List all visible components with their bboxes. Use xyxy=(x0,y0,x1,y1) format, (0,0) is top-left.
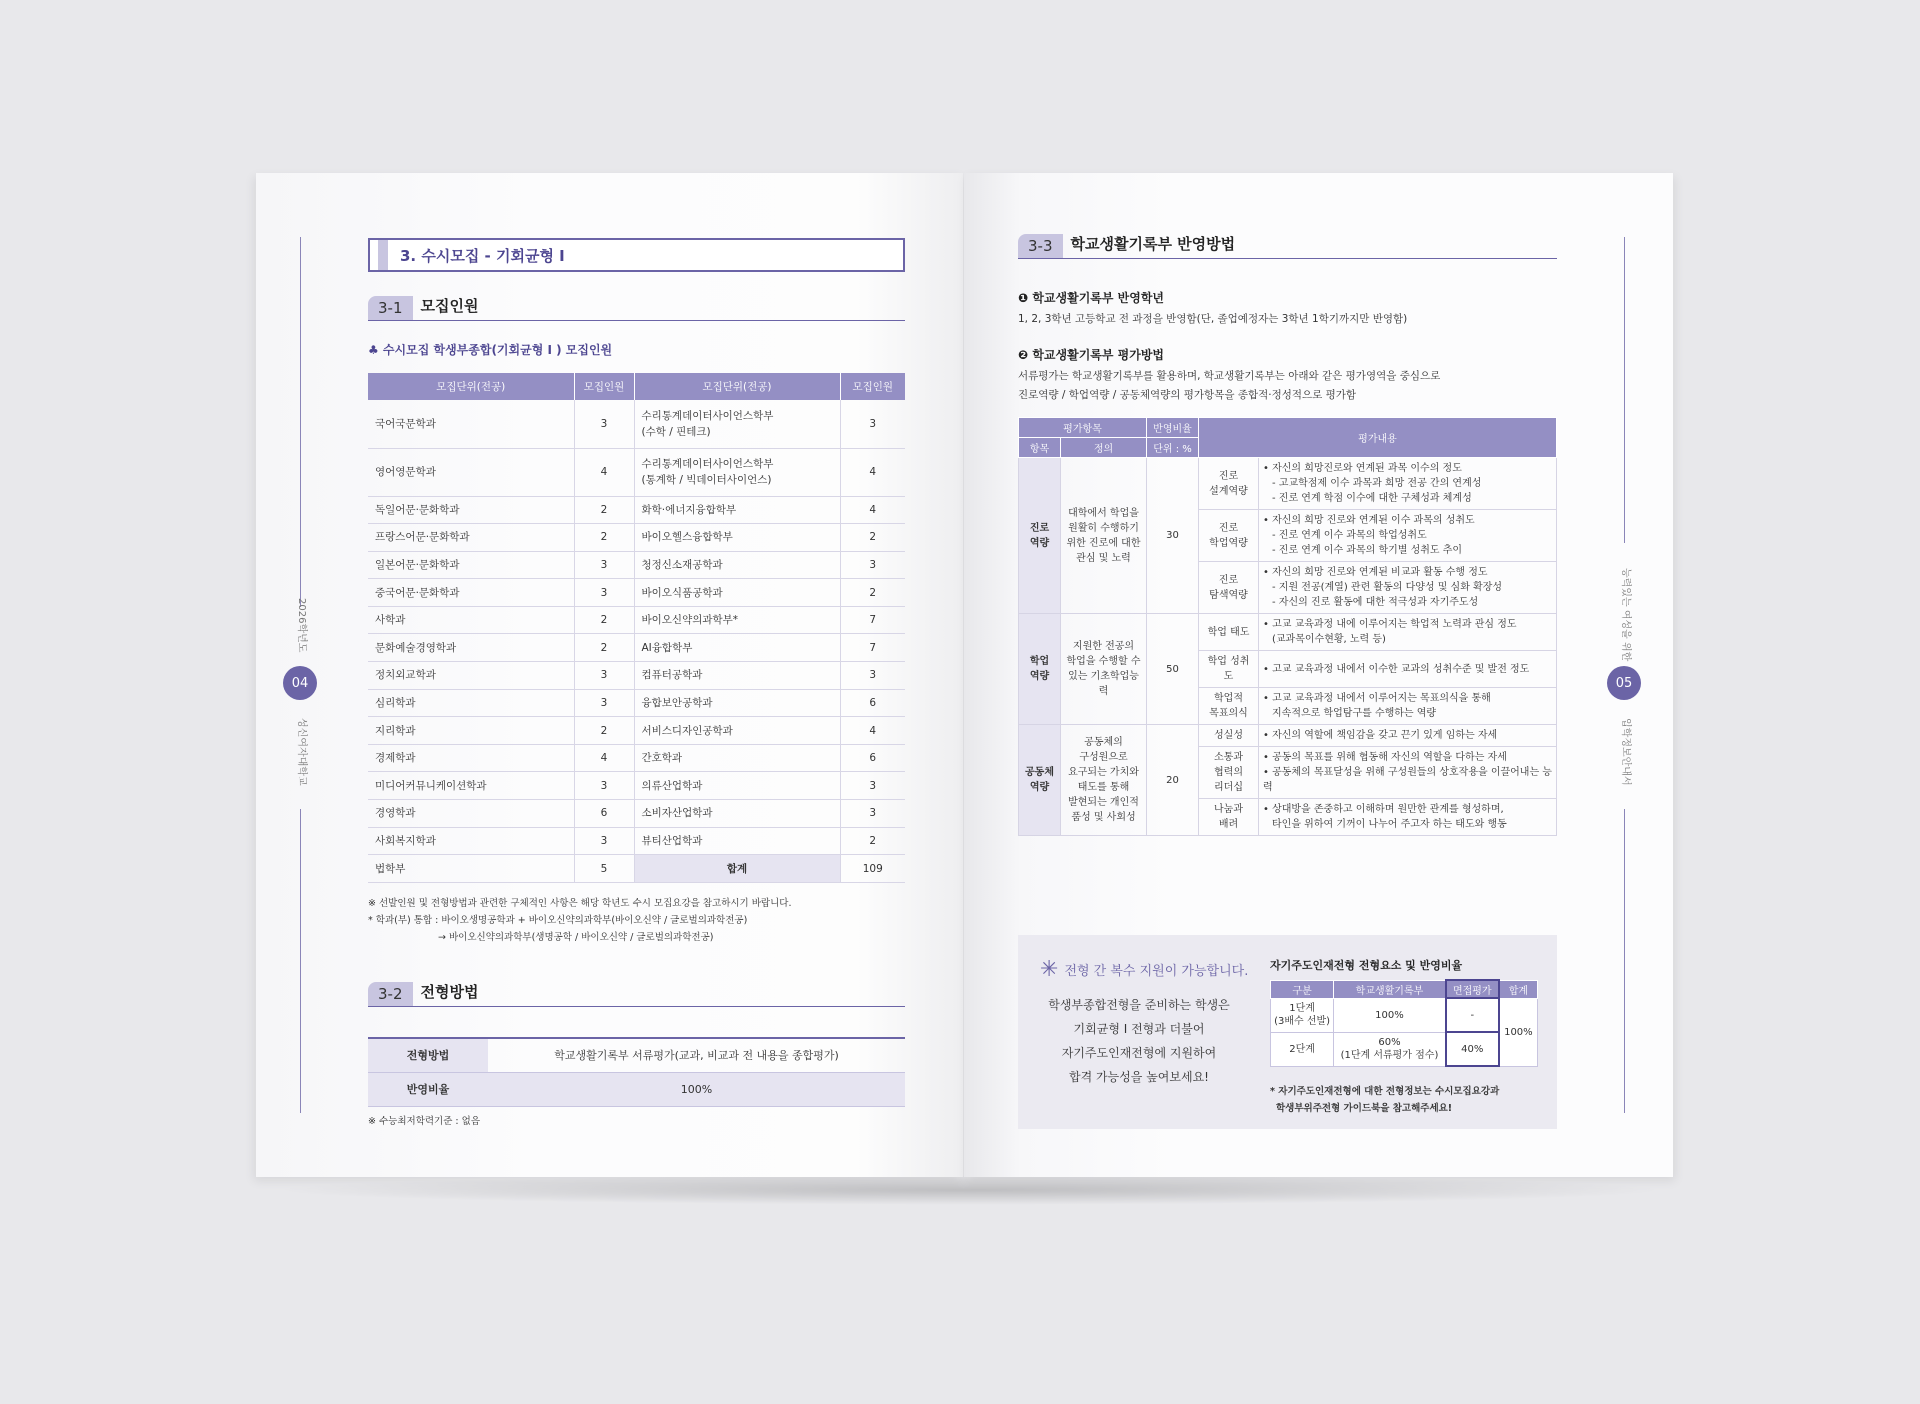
unit-name: 문화예술경영학과 xyxy=(368,634,574,662)
unit-name: 경영학과 xyxy=(368,800,574,828)
eval-content-line: 타인을 위하여 기꺼이 나누어 주고자 하는 태도와 행동 xyxy=(1272,819,1507,830)
eval-content-line: - 지원 전공(계열) 관련 활동의 다양성 및 심화 확장성 xyxy=(1272,582,1503,593)
unit-name: 컴퓨터공학과 xyxy=(634,662,840,690)
quota-count: 4 xyxy=(574,744,634,772)
total-value: 100% xyxy=(1499,998,1538,1066)
eval-content-line: - 자신의 진로 활동에 대한 적극성과 자기주도성 xyxy=(1272,597,1479,608)
unit-name: 미디어커뮤니케이션학과 xyxy=(368,772,574,800)
section-label: 모집인원 xyxy=(420,297,479,315)
ratio-value: 100% xyxy=(488,1072,905,1106)
table-row xyxy=(368,551,905,579)
eval-content xyxy=(1259,651,1557,688)
unit-name: 소비자산업학과 xyxy=(634,800,840,828)
chapter-title xyxy=(368,238,905,272)
stage2-interview: 40% xyxy=(1446,1032,1499,1066)
eval-content-line: (교과목이수현황, 노력 등) xyxy=(1272,634,1386,645)
promo-line: 기회균형 I 전형과 더불어 xyxy=(1073,1022,1205,1036)
eval-content-line: - 고교학점제 이수 과목과 희망 전공 간의 연계성 xyxy=(1272,478,1482,489)
unit-name: 독일어문·문화학과 xyxy=(368,496,574,524)
left-page xyxy=(256,173,963,1177)
eval-subitem: 성실성 xyxy=(1199,725,1259,747)
eval-category: 학업 역량 xyxy=(1019,614,1061,725)
section-badge: 3-1 xyxy=(368,296,413,320)
quota-count: 3 xyxy=(840,772,905,800)
table-row xyxy=(368,448,905,496)
unit-name: 경제학과 xyxy=(368,744,574,772)
ratio-label: 반영비율 xyxy=(368,1072,488,1106)
evaluation-table xyxy=(1018,417,1557,836)
total-value: 109 xyxy=(840,855,905,883)
col-header: 모집인원 xyxy=(840,373,905,400)
eval-ratio: 50 xyxy=(1147,614,1199,725)
table-row xyxy=(368,744,905,772)
quota-count: 4 xyxy=(840,717,905,745)
h-eval-item: 평가항목 xyxy=(1019,418,1147,438)
unit-name: 간호학과 xyxy=(634,744,840,772)
quota-count: 2 xyxy=(574,496,634,524)
eval-content-line: • 자신의 희망 진로와 연계된 이수 과목의 성취도 xyxy=(1263,515,1475,526)
quota-count: 3 xyxy=(574,400,634,448)
selection-ratio-table xyxy=(1270,979,1538,1067)
side-top-text: 능력있는 여성을 위한 xyxy=(1620,568,1631,662)
unit-name: 중국어문·문화학과 xyxy=(368,579,574,607)
mini-header: 합계 xyxy=(1499,980,1538,998)
mini-note-line: 학생부위주전형 가이드북을 참고해주세요! xyxy=(1276,1103,1453,1114)
eval-ratio: 30 xyxy=(1147,458,1199,614)
table-row xyxy=(368,579,905,607)
eval-subitem: 소통과 협력의 리더십 xyxy=(1199,747,1259,799)
table-row xyxy=(368,400,905,448)
unit-name: 청정신소재공학과 xyxy=(634,551,840,579)
unit-name: 프랑스어문·문화학과 xyxy=(368,524,574,552)
section-badge: 3-2 xyxy=(368,982,413,1006)
table-row xyxy=(368,717,905,745)
table-row xyxy=(368,800,905,828)
table-row xyxy=(368,634,905,662)
h-unit: 단위 : % xyxy=(1147,438,1199,458)
item2-title: ❷ 학교생활기록부 평가방법 xyxy=(1018,348,1165,362)
eval-content-line: • 공동의 목표를 위해 협동해 자신의 역할을 다하는 자세 xyxy=(1263,752,1507,763)
unit-name: 서비스디자인공학과 xyxy=(634,717,840,745)
book-shadow xyxy=(270,1175,1670,1205)
eval-subitem: 진로 학업역량 xyxy=(1199,510,1259,562)
quota-count: 2 xyxy=(840,579,905,607)
table-row xyxy=(368,662,905,690)
item2-text-1: 서류평가는 학교생활기록부를 활용하며, 학교생활기록부는 아래와 같은 평가영역을 중심으로 xyxy=(1018,370,1441,382)
quota-count: 3 xyxy=(840,551,905,579)
eval-definition: 지원한 전공의 학업을 수행할 수 있는 기초학업능력 xyxy=(1061,614,1147,725)
quota-count: 3 xyxy=(574,772,634,800)
note-3: → 바이오신약의과학부(생명공학 / 바이오신약 / 글로벌의과학전공) xyxy=(438,932,714,943)
promo-lines xyxy=(1040,993,1238,1089)
item2-text-2: 진로역량 / 학업역량 / 공동체역량의 평가항목을 종합적·정성적으로 평가함 xyxy=(1018,389,1357,401)
quota-count: 3 xyxy=(840,800,905,828)
section-label: 학교생활기록부 반영방법 xyxy=(1070,235,1236,253)
mini-note-line: * 자기주도인재전형에 대한 전형정보는 수시모집요강과 xyxy=(1270,1086,1500,1097)
unit-name: 바이오식품공학과 xyxy=(634,579,840,607)
eval-content-line: • 고교 교육과정 내에 이루어지는 학업적 노력과 관심 정도 xyxy=(1263,619,1517,630)
unit-name: 의류산업학과 xyxy=(634,772,840,800)
unit-name: 법학부 xyxy=(368,855,574,883)
eval-content-line: • 자신의 역할에 책임감을 갖고 끈기 있게 임하는 자세 xyxy=(1263,730,1498,741)
col-header: 모집단위(전공) xyxy=(634,373,840,400)
promo-line: 학생부종합전형을 준비하는 학생은 xyxy=(1048,998,1230,1012)
eval-content-line: • 상대방을 존중하고 이해하며 원만한 관계를 형성하며, xyxy=(1263,804,1504,815)
promo-title: 전형 간 복수 지원이 가능합니다. xyxy=(1064,964,1249,979)
note-1: ※ 선발인원 및 전형방법과 관련한 구체적인 사항은 해당 학년도 수시 모집요강을 참고하시기 바랍니다. xyxy=(368,898,792,909)
unit-name: 영어영문학과 xyxy=(368,448,574,496)
quota-count: 6 xyxy=(840,689,905,717)
eval-content-line: - 진로 연계 학점 이수에 대한 구체성과 체계성 xyxy=(1272,493,1472,504)
quota-count: 6 xyxy=(840,744,905,772)
quota-table xyxy=(368,373,905,883)
chapter-title-text: 3. 수시모집 - 기회균형 I xyxy=(400,246,565,265)
quota-count: 4 xyxy=(574,448,634,496)
multi-apply-box xyxy=(1018,935,1557,1129)
eval-content-line: • 자신의 희망진로와 연계된 과목 이수의 정도 xyxy=(1263,463,1462,474)
eval-content-line: • 공동체의 목표달성을 위해 구성원들의 상호작용을 이끌어내는 능력 xyxy=(1263,767,1552,793)
unit-name: 수리통계데이터사이언스학부 (수학 / 핀테크) xyxy=(634,400,840,448)
stage2-record: 60% (1단계 서류평가 점수) xyxy=(1334,1032,1446,1066)
page-number: 04 xyxy=(283,666,317,700)
item1-text: 1, 2, 3학년 고등학교 전 과정을 반영함(단, 졸업예정자는 3학년 1학기까지만 반영함) xyxy=(1018,313,1408,325)
quota-count: 7 xyxy=(840,634,905,662)
promo-line: 자기주도인재전형에 지원하여 xyxy=(1061,1046,1217,1060)
right-page xyxy=(964,173,1673,1177)
eval-content xyxy=(1259,747,1557,799)
method-value: 학교생활기록부 서류평가(교과, 비교과 전 내용을 종합평가) xyxy=(488,1038,905,1072)
quota-count: 3 xyxy=(574,689,634,717)
table-row xyxy=(368,689,905,717)
h-def: 정의 xyxy=(1061,438,1147,458)
quota-count: 3 xyxy=(574,579,634,607)
eval-content xyxy=(1259,725,1557,747)
eval-row xyxy=(1019,725,1557,747)
stage1-interview: - xyxy=(1446,998,1499,1032)
stage1-record: 100% xyxy=(1334,998,1446,1032)
unit-name: 사학과 xyxy=(368,606,574,634)
side-year: 2026학년도 xyxy=(296,598,307,653)
eval-ratio: 20 xyxy=(1147,725,1199,836)
side-rule xyxy=(300,237,301,607)
eval-subitem: 학업적 목표의식 xyxy=(1199,688,1259,725)
method-table xyxy=(368,1037,905,1107)
unit-name: 수리통계데이터사이언스학부 (통계학 / 빅데이터사이언스) xyxy=(634,448,840,496)
quota-count: 2 xyxy=(840,827,905,855)
quota-count: 2 xyxy=(574,524,634,552)
eval-content xyxy=(1259,562,1557,614)
side-rule xyxy=(300,809,301,1113)
method-label: 전형방법 xyxy=(368,1038,488,1072)
eval-subitem: 진로 설계역량 xyxy=(1199,458,1259,510)
unit-name: 사회복지학과 xyxy=(368,827,574,855)
h-item: 항목 xyxy=(1019,438,1061,458)
table-row xyxy=(368,524,905,552)
eval-subitem: 학업 성취도 xyxy=(1199,651,1259,688)
unit-name: 화학·에너지융합학부 xyxy=(634,496,840,524)
page-number: 05 xyxy=(1607,666,1641,700)
title-accent xyxy=(378,240,388,270)
mini-header: 학교생활기록부 xyxy=(1334,980,1446,998)
unit-name: 심리학과 xyxy=(368,689,574,717)
quota-count: 3 xyxy=(840,662,905,690)
col-header: 모집단위(전공) xyxy=(368,373,574,400)
quota-count: 4 xyxy=(840,496,905,524)
unit-name: 정치외교학과 xyxy=(368,662,574,690)
eval-content-line: • 고교 교육과정 내에서 이수한 교과의 성취수준 및 발전 정도 xyxy=(1263,663,1530,675)
stage1-label: 1단계 (3배수 선발) xyxy=(1271,998,1334,1032)
quota-count: 3 xyxy=(574,827,634,855)
promo-line: 합격 가능성을 높여보세요! xyxy=(1069,1070,1209,1084)
section-badge: 3-3 xyxy=(1018,234,1063,258)
eval-definition: 대학에서 학업을 원활히 수행하기 위한 진로에 대한 관심 및 노력 xyxy=(1061,458,1147,614)
total-label: 합계 xyxy=(634,855,840,883)
eval-content-line: - 진로 연계 이수 과목의 학업성취도 xyxy=(1272,530,1427,541)
unit-name: 바이오신약의과학부* xyxy=(634,606,840,634)
asterisk-icon: ✳ xyxy=(1040,957,1059,982)
table-row xyxy=(368,772,905,800)
unit-name: 일본어문·문화학과 xyxy=(368,551,574,579)
table-row xyxy=(368,827,905,855)
eval-subitem: 나눔과 배려 xyxy=(1199,799,1259,836)
quota-count: 7 xyxy=(840,606,905,634)
unit-name: 융합보안공학과 xyxy=(634,689,840,717)
eval-row xyxy=(1019,458,1557,510)
eval-category: 공동체 역량 xyxy=(1019,725,1061,836)
quota-count: 3 xyxy=(574,662,634,690)
side-bottom-text: 입학정보안내서 xyxy=(1620,718,1631,786)
min-standard: ※ 수능최저학력기준 : 없음 xyxy=(368,1116,480,1127)
table-row xyxy=(368,855,905,883)
h-content: 평가내용 xyxy=(1199,418,1557,458)
table-row xyxy=(368,496,905,524)
eval-content xyxy=(1259,614,1557,651)
eval-content xyxy=(1259,510,1557,562)
quota-count: 2 xyxy=(840,524,905,552)
unit-name: 지리학과 xyxy=(368,717,574,745)
eval-content-line: • 자신의 희망 진로와 연계된 비교과 활동 수행 정도 xyxy=(1263,567,1488,578)
quota-count: 3 xyxy=(840,400,905,448)
unit-name: 뷰티산업학과 xyxy=(634,827,840,855)
section-heading xyxy=(368,295,905,321)
table-row xyxy=(368,606,905,634)
mini-header: 면접평가 xyxy=(1446,980,1499,998)
eval-subitem: 진로 탐색역량 xyxy=(1199,562,1259,614)
unit-name: 바이오헬스융합학부 xyxy=(634,524,840,552)
stage2-label: 2단계 xyxy=(1271,1032,1334,1066)
item1-title: ❶ 학교생활기록부 반영학년 xyxy=(1018,291,1165,305)
section-label: 전형방법 xyxy=(420,983,479,1001)
quota-count: 2 xyxy=(574,717,634,745)
eval-content-line: - 진로 연계 이수 과목의 학기별 성취도 추이 xyxy=(1272,545,1463,556)
table-subheading: ♣ 수시모집 학생부종합(기회균형 I ) 모집인원 xyxy=(368,343,613,357)
eval-definition: 공동체의 구성원으로 요구되는 가치와 태도를 통해 발현되는 개인적 품성 및 사회성 xyxy=(1061,725,1147,836)
eval-category: 진로 역량 xyxy=(1019,458,1061,614)
quota-count: 2 xyxy=(574,634,634,662)
side-rule xyxy=(1624,809,1625,1113)
mini-table-title: 자기주도인재전형 전형요소 및 반영비율 xyxy=(1270,959,1463,972)
unit-name: 국어국문학과 xyxy=(368,400,574,448)
mini-note xyxy=(1270,1083,1499,1117)
mini-header: 구분 xyxy=(1271,980,1334,998)
eval-content xyxy=(1259,688,1557,725)
section-heading xyxy=(368,981,905,1007)
eval-content-line: 지속적으로 학업탐구를 수행하는 역량 xyxy=(1272,708,1437,719)
eval-row xyxy=(1019,614,1557,651)
quota-count: 6 xyxy=(574,800,634,828)
eval-subitem: 학업 태도 xyxy=(1199,614,1259,651)
section-heading xyxy=(1018,233,1557,259)
promo-heading xyxy=(1040,957,1248,982)
col-header: 모집인원 xyxy=(574,373,634,400)
eval-content xyxy=(1259,458,1557,510)
quota-count: 2 xyxy=(574,606,634,634)
note-2: * 학과(부) 통합 : 바이오생명공학과 + 바이오신약의과학부(바이오신약 / 글로벌의과학전공) xyxy=(368,915,748,926)
eval-content-line: • 고교 교육과정 내에서 이루어지는 목표의식을 통해 xyxy=(1263,693,1491,704)
quota-count: 4 xyxy=(840,448,905,496)
side-rule xyxy=(1624,237,1625,543)
unit-name: AI융합학부 xyxy=(634,634,840,662)
quota-count: 5 xyxy=(574,855,634,883)
side-school: 성신여자대학교 xyxy=(296,718,307,786)
eval-content xyxy=(1259,799,1557,836)
quota-count: 3 xyxy=(574,551,634,579)
h-ratio: 반영비율 xyxy=(1147,418,1199,438)
